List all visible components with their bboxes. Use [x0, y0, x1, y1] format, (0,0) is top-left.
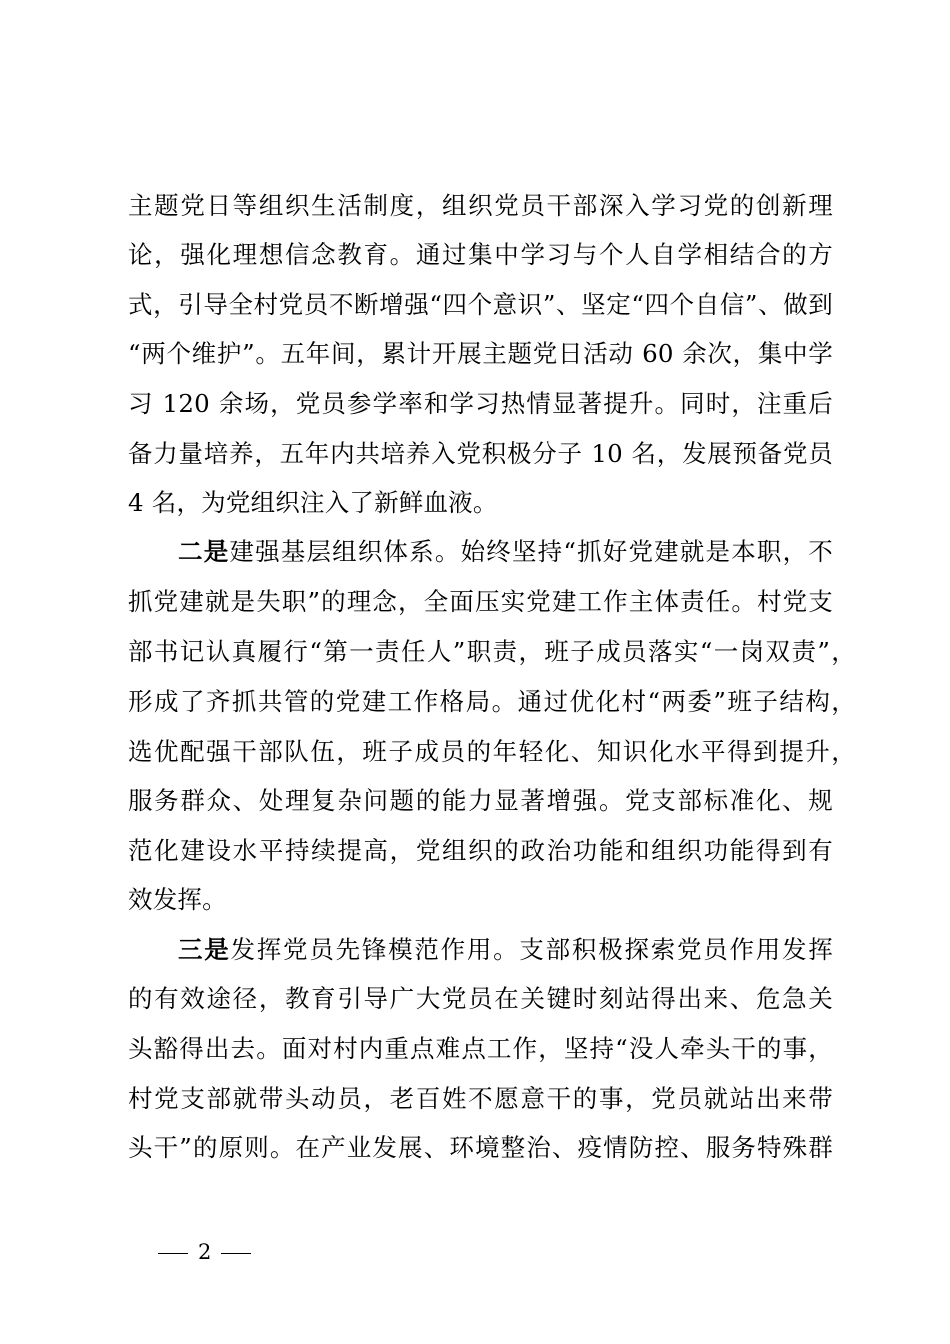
paragraph-2-line-2: 抓党建就是失职”的理念，全面压实党建工作主体责任。村党支: [128, 587, 833, 616]
paragraph-2-line-5: 选优配强干部队伍，班子成员的年轻化、知识化水平得到提升，: [128, 737, 856, 766]
paragraph-1-line-7: 4 名，为党组织注入了新鲜血液。: [128, 488, 498, 517]
page-footer: [158, 1232, 251, 1272]
paragraph-3-line-2: 的有效途径，教育引导广大党员在关键时刻站得出来、危急关: [128, 984, 833, 1013]
paragraph-1-line-2: 论，强化理想信念教育。通过集中学习与个人自学相结合的方: [128, 240, 833, 269]
paragraph-3-first-line: [178, 925, 833, 975]
paragraph-2-line-6: 服务群众、处理复杂问题的能力显著增强。党支部标准化、规: [128, 786, 833, 815]
paragraph-1-line-4: “两个维护”。五年间，累计开展主题党日活动 60 余次，集中学: [128, 339, 833, 368]
paragraph-1-line-6: 备力量培养，五年内共培养入党积极分子 10 名，发展预备党员: [128, 439, 833, 468]
paragraph-1-line-3: 式，引导全村党员不断增强“四个意识”、坚定“四个自信”、做到: [128, 290, 833, 319]
paragraph-3-line-5: 头干”的原则。在产业发展、环境整治、疫情防控、服务特殊群: [128, 1133, 833, 1162]
paragraph-2-lead: 二是: [178, 537, 230, 566]
paragraph-1-line-5: 习 120 余场，党员参学率和学习热情显著提升。同时，注重后: [128, 389, 833, 418]
paragraph-2-line-3: 部书记认真履行“第一责任人”职责，班子成员落实“一岗双责”，: [128, 637, 856, 666]
paragraph-2-first-line: [178, 527, 833, 577]
paragraph-3-line-4: 村党支部就带头动员，老百姓不愿意干的事，党员就站出来带: [128, 1084, 833, 1113]
paragraph-3-lead: 三是: [178, 935, 231, 964]
footer-right-dash: [221, 1253, 251, 1254]
paragraph-1-line-1: 主题党日等组织生活制度，组织党员干部深入学习党的创新理: [128, 191, 833, 220]
paragraph-2-line-4: 形成了齐抓共管的党建工作格局。通过优化村“两委”班子结构，: [128, 687, 856, 716]
page-number: 2: [198, 1240, 212, 1264]
paragraph-2-first-line-text: 建强基层组织体系。始终坚持“抓好党建就是本职，不: [229, 537, 833, 566]
paragraph-2-line-8: 效发挥。: [128, 885, 227, 914]
footer-left-dash: [158, 1253, 188, 1254]
paragraph-2-line-7: 范化建设水平持续提高，党组织的政治功能和组织功能得到有: [128, 836, 833, 865]
paragraph-3-line-3: 头豁得出去。面对村内重点难点工作，坚持“没人牵头干的事，: [128, 1034, 833, 1063]
paragraph-3-first-line-text: 发挥党员先锋模范作用。支部积极探索党员作用发挥: [230, 935, 833, 964]
